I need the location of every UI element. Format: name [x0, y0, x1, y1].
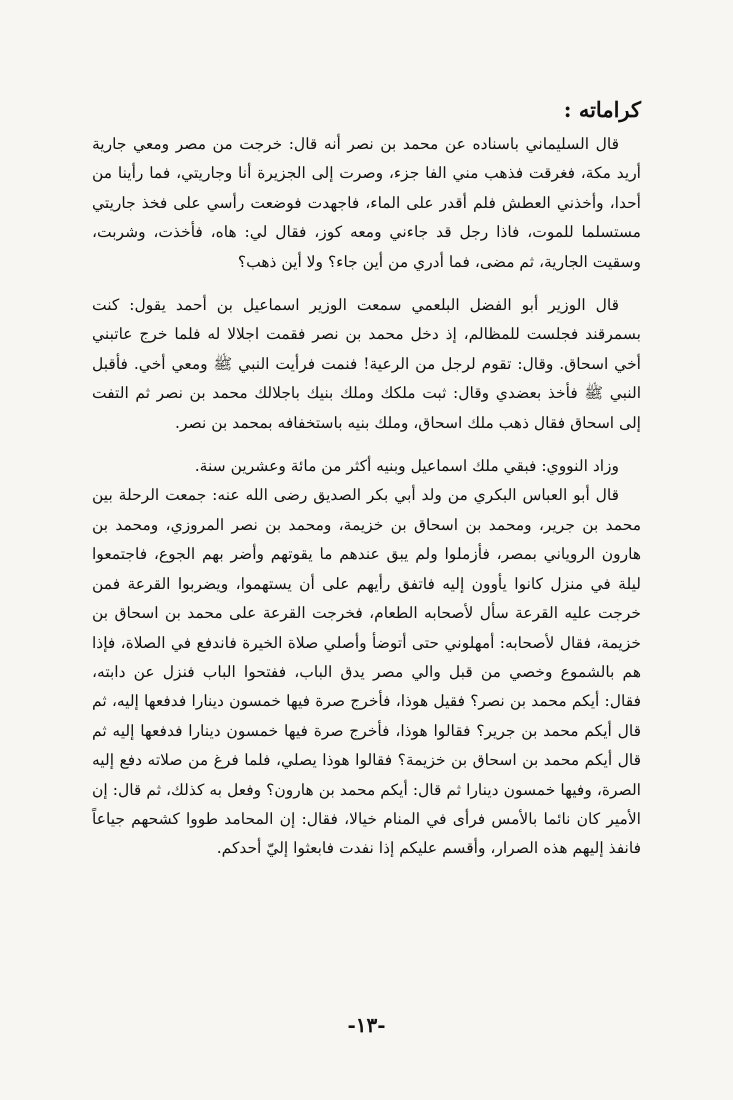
paragraph-water-miracle: قال السليماني باسناده عن محمد بن نصر أنه قال: خرجت من مصر ومعي جارية أريد مكة، فغرقت فذهب مني الفا جزء، وصرت إلى الجزيرة أنا وجاريتي، فما رأينا من أحدا، وأخذني العطش فلم أقدر على الماء، فاجهدت فوضعت رأسي على فخذ جاريتي مستسلما للموت، فاذا رجل قد جاءني ومعه كوز، فقال لي: هاه، فأخذت، وشربت، وسقيت الجارية، ثم مضى، فما أدري من أين جاء؟ ولا أين ذهب؟	[92, 135, 641, 271]
paragraph-nawawi-addition: وزاد النووي: فبقي ملك اسماعيل وبنيه أكثر من مائة وعشرين سنة.	[194, 457, 619, 476]
paragraph-vizier-dream: قال الوزير أبو الفضل البلعمي سمعت الوزير اسماعيل بن أحمد يقول: كنت بسمرقند فجلست للمظالم، إذ دخل محمد بن نصر فقمت اجلالا له فلما خرج عاتبني أخي اسحاق. وقال: تقوم لرجل من الرعية! فنمت فرأيت النبي ﷺ ومعي أخي. فأقبل النبي ﷺ فأخذ بعضدي وقال: ثبت ملكك وملك بنيك باجلالك محمد بن نصر ثم التفت إلى اسحاق فقال ذهب ملك اسحاق، وملك بنيه باستخفافه بمحمد بن نصر.	[92, 296, 641, 432]
section-heading: كراماته :	[563, 97, 641, 122]
page-number: -١٣-	[347, 1013, 386, 1037]
page-body	[92, 96, 641, 864]
paragraph-four-muhammads: قال أبو العباس البكري من ولد أبي بكر الصديق رضى الله عنه: جمعت الرحلة بين محمد بن جرير، ومحمد بن اسحاق بن خزيمة، ومحمد بن نصر المروزي، ومحمد بن هارون الروياني بمصر، فأزملوا ولم يبق عندهم ما يقوتهم وأضر بهم الجوع، فاجتمعوا ليلة في منزل كانوا يأوون إليه فاتفق رأيهم على أن يستهموا، ويضربوا القرعة فمن خرجت عليه القرعة سأل لأصحابه الطعام، فخرجت القرعة على محمد بن اسحاق بن خزيمة، فقال لأصحابه: أمهلوني حتى أتوضأ وأصلي صلاة الخيرة فاندفع في الصلاة، فإذا هم بالشموع وخصي من قبل والي مصر يدق الباب، ففتحوا الباب فنزل عن دابته، فقال: أيكم محمد بن نصر؟ فقيل هوذا، فأخرج صرة فيها خمسون دينارا فدفعها إليه، ثم قال أيكم محمد بن جرير؟ فقالوا هوذا، فأخرج صرة فيها خمسون دينارا فدفعها إليه ثم قال أيكم محمد بن اسحاق بن خزيمة؟ فقالوا هوذا يصلي، فلما فرغ من صلاته دفع إليه الصرة، وفيها خمسون دينارا ثم قال: أيكم محمد بن هارون؟ وفعل به كذلك، ثم قال: إن الأمير كان نائما بالأمس فرأى في المنام خيالا، فقال: إن المحامد طووا كشحهم جياعاً فانفذ إليهم هذه الصرار، وأقسم عليكم إذا نفدت فابعثوا إليّ أحدكم.	[92, 486, 641, 858]
